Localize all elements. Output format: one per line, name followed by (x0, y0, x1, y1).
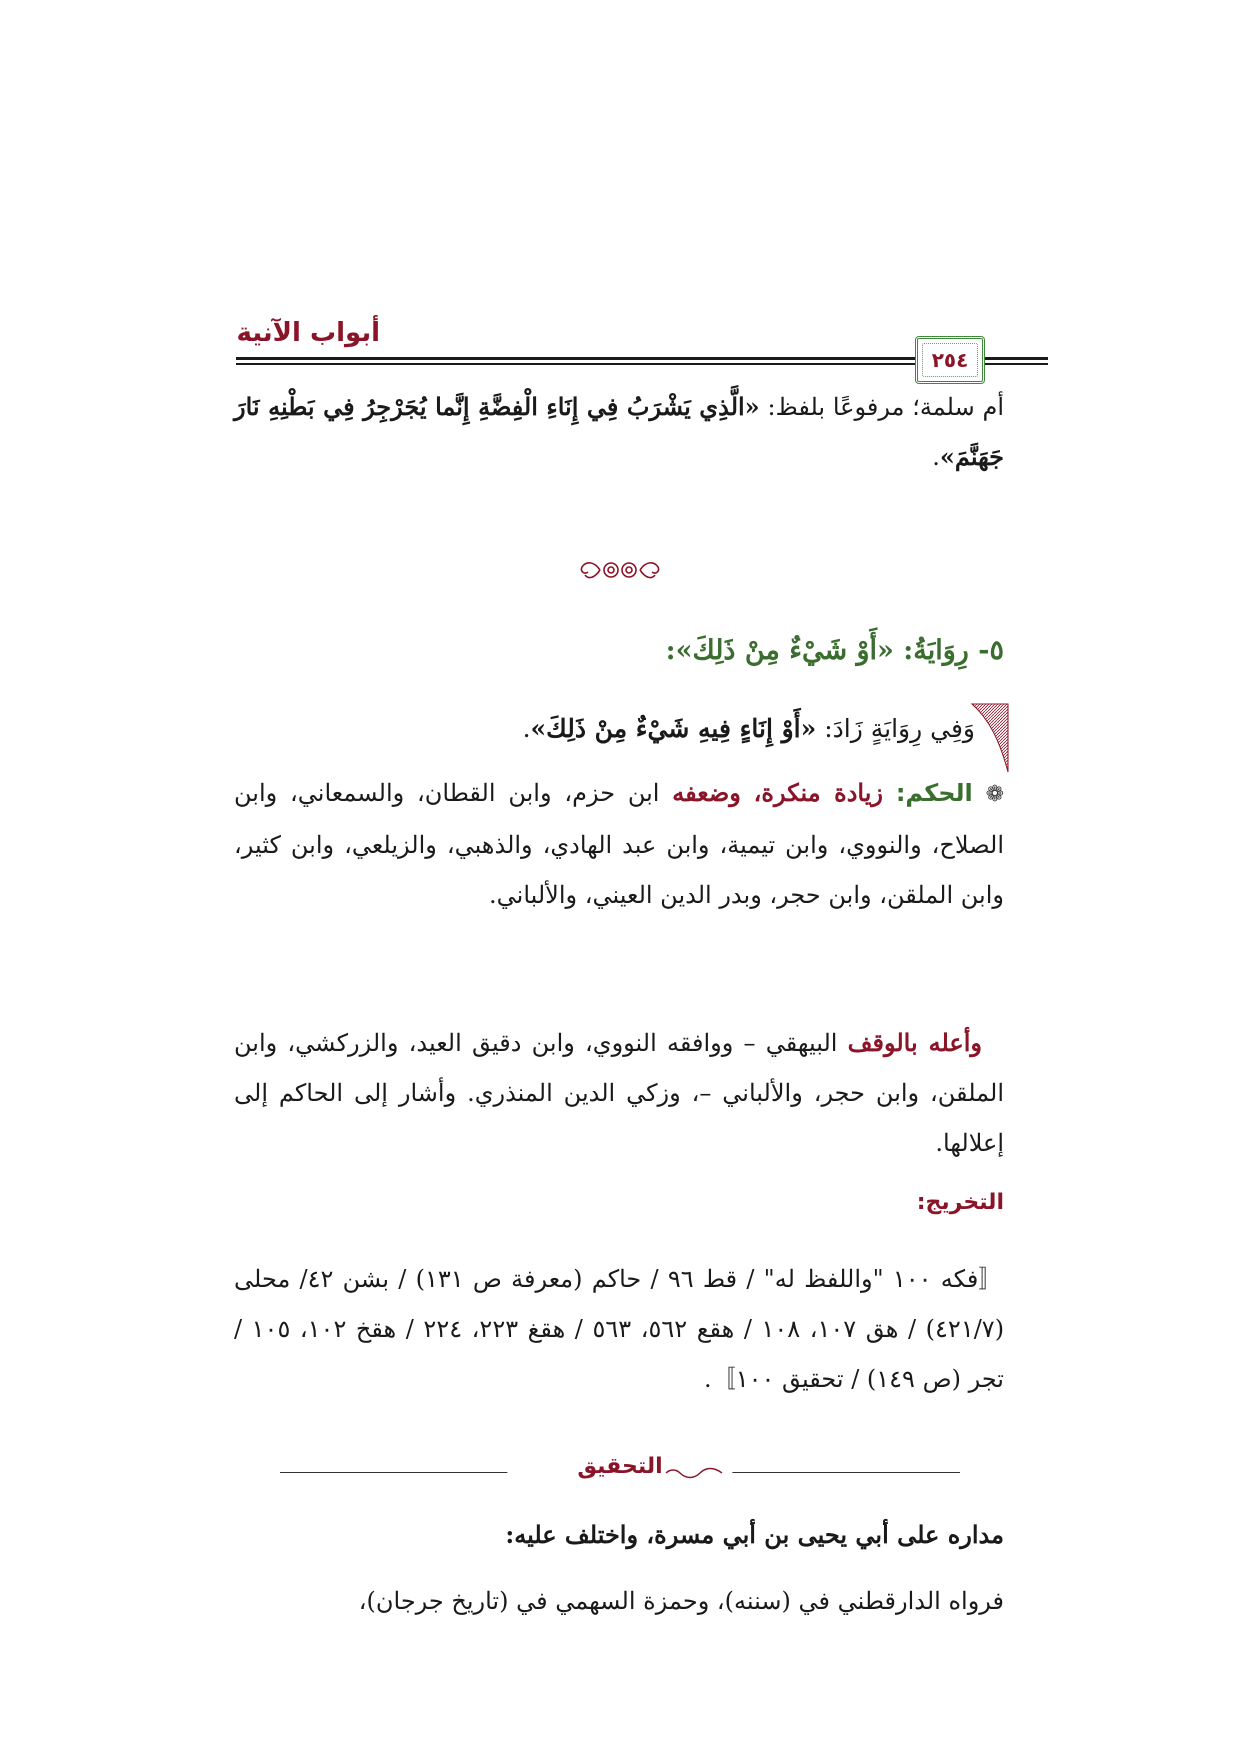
chapter-title: أبواب الآنية (236, 318, 380, 348)
hukm-verdict: زيادة منكرة، (753, 778, 883, 807)
narration-lead: وَفِي رِوَايَةٍ زَادَ: (816, 714, 975, 743)
scroll-ornament-right-icon (664, 1466, 724, 1480)
intro-paragraph (234, 382, 1004, 482)
page-number-frame (915, 336, 985, 384)
hukm-paragraph (234, 768, 1004, 920)
takhrij-label: التخريج: (916, 1190, 1004, 1215)
tahqiq-divider (280, 1454, 960, 1490)
corner-ornament-icon (970, 702, 1010, 774)
section-number: ٥- (978, 635, 1004, 666)
takhrij-text: فكه ١٠٠ "واللفظ له" / قط ٩٦ / حاكم (معرفة ص ١٣١) / بشن ٤٢/ محلى (٤٢١/٧) / هق ١٠٧، ١٠٨ / هقع ٥٦٢، ٥٦٣ / هقغ ٢٢٣، ٢٢٤ / هقخ ١٠٢، ١٠٥ / تجر (ص ١٤٩) / تحقيق ١٠٠ (234, 1265, 1005, 1393)
takhrij-close-bracket: 〛 (711, 1365, 736, 1393)
page-number: ٢٥٤ (931, 348, 969, 372)
takhrij-open-bracket: 〚 (978, 1265, 1005, 1293)
tahqiq-label: التحقيق (507, 1454, 732, 1479)
hukm-text: ابن حزم، وابن القطان، والسمعاني، وابن الصلاح، والنووي، وابن تيمية، وابن عبد الهادي، والذهبي، والزيلعي، وابن كثير، وابن الملقن، وابن حجر، وبدر الدين العيني، والألباني. (234, 779, 1004, 909)
section-title: رِوَايَةُ: «أَوْ شَيْءٌ مِنْ ذَلِكَ»: (665, 635, 969, 666)
takhrij-paragraph (234, 1254, 1004, 1404)
hukm-weakened-label: وضعفه (672, 778, 741, 807)
intro-lead: أم سلمة؛ مرفوعًا بلفظ: (759, 393, 1004, 421)
flower-bullet-icon: ❁ (985, 782, 1004, 807)
illa-text: البيهقي – ووافقه النووي، وابن دقيق العيد، والزركشي، وابن الملقن، وابن حجر، والألباني –، وزكي الدين المنذري. وأشار إلى الحاكم إلى إعلالها. (234, 1029, 1004, 1157)
intro-tail: . (932, 443, 940, 471)
madar-line: مداره على أبي يحيى بن أبي مسرة، واختلف عليه: (505, 1520, 1004, 1549)
takhrij-end: . (704, 1365, 712, 1393)
narration-quote: «أَوْ إِنَاءٍ فِيهِ شَيْءٌ مِنْ ذَلِكَ» (530, 714, 817, 743)
narration-line (523, 714, 975, 743)
intro-hadith-quote: «الَّذِي يَشْرَبُ فِي إِنَاءِ الْفِضَّةِ إِنَّما يُجَرْجِرُ فِي بَطْنِهِ نَارَ جَهَنَّمَ» (234, 392, 1004, 471)
section-heading (666, 635, 1004, 666)
final-line: فرواه الدارقطني في (سننه)، وحمزة السهمي في (تاريخ جرجان)، (358, 1587, 1004, 1615)
floral-divider-icon (570, 555, 670, 585)
illa-paragraph (234, 1018, 1004, 1168)
illa-label: وأعله بالوقف (847, 1028, 982, 1057)
narration-tail: . (522, 714, 531, 743)
hukm-label: الحكم: (895, 779, 973, 807)
